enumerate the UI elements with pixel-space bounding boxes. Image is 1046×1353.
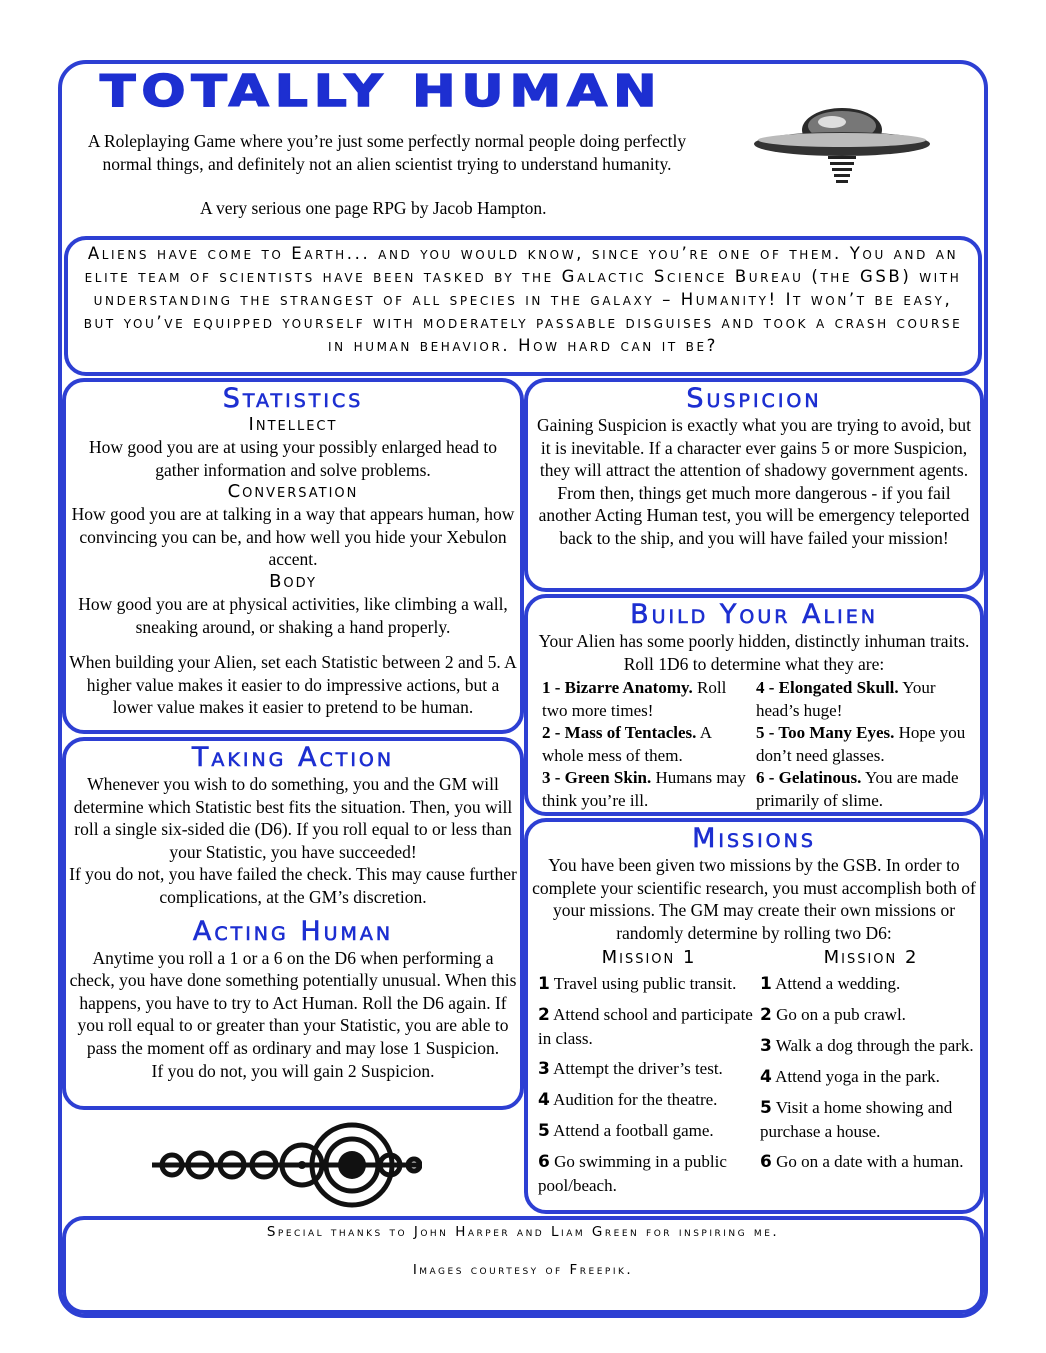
- mission-item: 6 Go swimming in a public pool/beach.: [538, 1152, 727, 1196]
- mission-item: 5 Attend a football game.: [538, 1121, 714, 1142]
- trait-item: 5 - Too Many Eyes. Hope you don’t need glasses.: [756, 723, 966, 765]
- footer-box: [62, 1216, 984, 1314]
- thanks-text: Special thanks to John Harper and Liam Green for inspiring me.: [266, 1224, 780, 1240]
- build-alien-heading: Build Your Alien: [630, 599, 878, 630]
- acting-human-fail-text: If you do not, you will gain 2 Suspicion.: [151, 1060, 435, 1081]
- mission-1-heading: Mission 1: [601, 947, 697, 969]
- page-title: TOTALLY HUMAN: [100, 66, 663, 117]
- building-text: When building your Alien, set each Statistic between 2 and 5. A higher value makes it easier to do impressive actions, but a lower value makes it easier to pretend to be human.: [69, 652, 517, 718]
- intellect-heading: Intellect: [248, 414, 338, 435]
- mission-1-column: [538, 946, 760, 1204]
- trait-item: 2 - Mass of Tentacles. A whole mess of them.: [542, 723, 712, 765]
- missions-heading: Missions: [692, 823, 816, 854]
- byline: A very serious one page RPG by Jacob Hampton.: [200, 198, 547, 218]
- build-alien-box: [524, 594, 984, 816]
- mission-item: 1 Travel using public transit.: [538, 974, 737, 995]
- acting-human-text: Anytime you roll a 1 or a 6 on the D6 when performing a check, you have done something potentially unusual. When this happens, you have to try to Act Human. Roll the D6 again. If you roll equal to or greater than your Statistic, you are able to pass the moment off as ordinary and may lose 1 Suspicion.: [69, 947, 517, 1058]
- trait-item: 4 - Elongated Skull. Your head’s huge!: [756, 678, 936, 720]
- suspicion-box: [524, 378, 984, 592]
- trait-item: 1 - Bizarre Anatomy. Roll two more times!: [542, 678, 727, 720]
- mission-item: 3 Walk a dog through the park.: [760, 1036, 974, 1057]
- body-heading: Body: [269, 570, 317, 592]
- trait-item: 3 - Green Skin. Humans may think you’re ill.: [542, 768, 746, 810]
- taking-action-heading: Taking Action: [191, 742, 395, 773]
- statistics-heading: Statistics: [222, 383, 364, 414]
- intro-text: A Roleplaying Game where you’re just some perfectly normal people doing perfectly normal things, and definitely not an alien scientist trying to understand humanity.: [87, 131, 687, 174]
- mission-item: 4 Attend yoga in the park.: [760, 1067, 940, 1088]
- body-text: How good you are at physical activities, like climbing a wall, sneaking around, or shaking a hand properly.: [78, 593, 508, 637]
- trait-grid: [530, 677, 978, 812]
- conversation-heading: Conversation: [227, 481, 359, 503]
- suspicion-text: Gaining Suspicion is exactly what you are trying to avoid, but it is inevitable. If a character ever gains 5 or more Suspicion, they will attract the attention of shadowy government agents. From then, things get much more dangerous - if you fail another Acting Human test, you will be emergency teleported back to the ship, and you will have failed your mission!: [536, 415, 972, 548]
- mission-2-column: [760, 946, 982, 1204]
- flavor-box: [64, 236, 982, 376]
- intellect-text: How good you are at using your possibly enlarged head to gather information and solve problems.: [89, 437, 497, 480]
- taking-action-box: [62, 737, 524, 1110]
- flavor-text: Aliens have come to Earth... and you would know, since you’re one of them. You and an elite team of scientists have been tasked by the Galactic Science Bureau (the GSB) with understanding the strangest of all species in the galaxy – Humanity! It won’t be easy, but you’ve equipped yourself with moderately passable disguises and took a crash course in human behavior. How hard can it be?: [83, 244, 963, 355]
- ufo-icon: [752, 100, 932, 200]
- mission-item: 4 Audition for the theatre.: [538, 1090, 718, 1111]
- acting-human-heading: Acting Human: [192, 915, 394, 947]
- mission-item: 5 Visit a home showing and purchase a house.: [760, 1098, 953, 1142]
- missions-intro: You have been given two missions by the GSB. In order to complete your scientific research, you must accomplish both of your missions. The GM may create their own missions or randomly determine by rolling two D6:: [532, 855, 976, 943]
- taking-action-text: Whenever you wish to do something, you and the GM will determine which Statistic best fits the situation. Then, you will roll a single six-sided die (D6). If you roll equal to or less than your Statistic, you have succeeded!: [73, 774, 513, 862]
- conversation-text: How good you are at talking in a way that appears human, how convincing you can be, and how well you hide your Xebulon accent.: [71, 504, 515, 570]
- build-alien-intro: Your Alien has some poorly hidden, distinctly inhuman traits. Roll 1D6 to determine what they are:: [538, 631, 970, 674]
- mission-item: 6 Go on a date with a human.: [760, 1152, 964, 1173]
- statistics-box: [62, 378, 524, 734]
- mission-item: 3 Attempt the driver’s test.: [538, 1059, 723, 1080]
- credits-text: Images courtesy of Freepik.: [412, 1262, 634, 1278]
- mission-2-heading: Mission 2: [823, 947, 919, 969]
- trait-item: 6 - Gelatinous. You are made primarily of slime.: [756, 768, 959, 810]
- taking-action-fail-text: If you do not, you have failed the check. This may cause further complications, at the GM’s discretion.: [69, 864, 517, 907]
- mission-item: 2 Go on a pub crawl.: [760, 1005, 906, 1026]
- missions-box: [524, 818, 984, 1214]
- mission-item: 2 Attend school and participate in class.: [538, 1005, 753, 1049]
- mission-item: 1 Attend a wedding.: [760, 974, 901, 995]
- gallifreyan-symbol-icon: [152, 1120, 422, 1210]
- missions-grid: [530, 946, 978, 1204]
- suspicion-heading: Suspicion: [686, 383, 822, 414]
